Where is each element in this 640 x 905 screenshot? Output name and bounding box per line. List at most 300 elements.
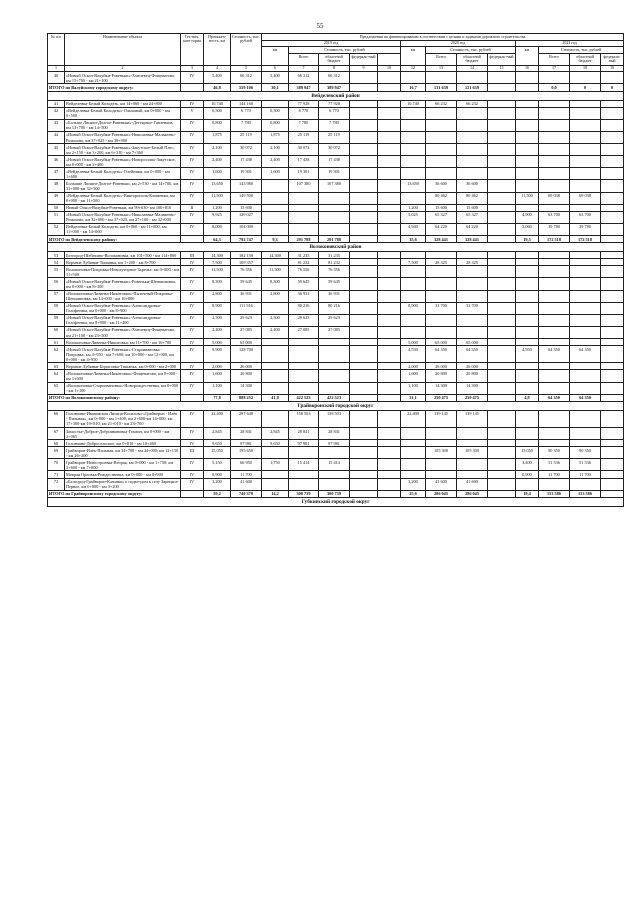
table-cell: 66 232: [426, 100, 457, 107]
table-cell: 77 928: [319, 100, 350, 107]
table-cell: [289, 478, 319, 490]
table-cell: [539, 440, 570, 447]
table-cell: [350, 192, 378, 204]
table-cell: IV: [181, 326, 204, 338]
table-row: [48, 180, 624, 192]
table-cell: [401, 428, 426, 440]
total-cell: 9,3: [262, 236, 289, 243]
table-cell: 20 800: [426, 370, 457, 382]
table-cell: 2,000: [401, 363, 426, 370]
table-cell: 64 350: [426, 346, 457, 363]
table-cell: [516, 204, 539, 211]
table-row: [48, 119, 624, 131]
table-cell: [350, 478, 378, 490]
table-cell: [601, 314, 624, 326]
table-cell: 25 119: [289, 131, 319, 143]
total-cell: 35,6: [401, 236, 426, 243]
table-cell: [378, 107, 401, 119]
table-cell: [516, 180, 539, 192]
table-cell: [570, 440, 601, 447]
table-cell: IV: [181, 370, 204, 382]
table-cell: [378, 168, 401, 180]
table-cell: 297 648: [231, 410, 262, 427]
total-cell: 250 475: [426, 394, 457, 401]
table-cell: [601, 119, 624, 131]
object-name: Белгород-Шебекино-Волоконовка, км 101+500 - км 114+800: [65, 252, 181, 259]
table-cell: [350, 428, 378, 440]
table-cell: [378, 211, 401, 223]
table-cell: 7 780: [319, 119, 350, 131]
table-cell: [319, 363, 350, 370]
table-cell: [601, 471, 624, 478]
table-cell: 6 770: [231, 107, 262, 119]
table-cell: [378, 278, 401, 290]
table-cell: [378, 459, 401, 471]
table-cell: 14 300: [426, 382, 457, 394]
table-cell: [539, 382, 570, 394]
total-cell: [350, 394, 378, 401]
table-cell: [378, 370, 401, 382]
total-cell: [378, 394, 401, 401]
table-cell: [539, 131, 570, 143]
table-cell: [601, 339, 624, 346]
table-cell: 28 325: [457, 259, 488, 266]
table-cell: 66 950: [231, 459, 262, 471]
object-name: Большие Липяги-Долгое-Ровеньки, км 2+530 - км 14+700, км 31+000-км 32+500: [65, 180, 181, 192]
table-cell: [289, 382, 319, 394]
total-row: [48, 236, 624, 243]
table-cell: [378, 100, 401, 107]
table-cell: II: [181, 204, 204, 211]
table-cell: 20 800: [231, 370, 262, 382]
total-cell: 4,9: [516, 394, 539, 401]
table-cell: [457, 459, 488, 471]
table-cell: [378, 339, 401, 346]
table-cell: [570, 100, 601, 107]
page-number: 55: [316, 22, 324, 30]
table-cell: [601, 290, 624, 302]
table-cell: [378, 290, 401, 302]
table-cell: 1,600: [401, 370, 426, 382]
table-cell: 64 350: [539, 346, 570, 363]
table-cell: 128 700: [231, 346, 262, 363]
table-cell: 29 623: [289, 314, 319, 326]
table-cell: IV: [181, 131, 204, 143]
total-cell: 19,4: [516, 490, 539, 497]
table-cell: [262, 192, 289, 204]
table-cell: 2,400: [262, 156, 289, 168]
table-cell: 5,000: [204, 339, 231, 346]
table-cell: [378, 346, 401, 363]
table-cell: IV: [181, 180, 204, 192]
header-cost-2019: Стоимость, тыс. рублей: [289, 47, 401, 54]
row-number: 67: [48, 428, 65, 440]
table-cell: 0,800: [204, 119, 231, 131]
table-cell: [401, 440, 426, 447]
table-cell: [401, 119, 426, 131]
table-cell: [378, 119, 401, 131]
table-cell: [539, 302, 570, 314]
total-cell: 286 045: [426, 490, 457, 497]
table-cell: [570, 370, 601, 382]
table-cell: 7 780: [289, 119, 319, 131]
table-cell: [378, 259, 401, 266]
object-name: Вейделевка-Белый Колодезь, км 0+060 - км 11+000, км 11+000 - км 14+060: [65, 223, 181, 235]
total-cell: [488, 394, 516, 401]
table-cell: [401, 107, 426, 119]
table-cell: [488, 259, 516, 266]
table-cell: 65 000: [457, 339, 488, 346]
table-cell: [601, 156, 624, 168]
table-cell: [378, 428, 401, 440]
table-cell: [262, 382, 289, 394]
table-cell: [601, 278, 624, 290]
table-cell: IV: [181, 290, 204, 302]
table-cell: [401, 144, 426, 156]
table-cell: [426, 119, 457, 131]
table-cell: [289, 370, 319, 382]
table-cell: 66 312: [319, 72, 350, 84]
table-cell: 19 301: [319, 168, 350, 180]
header-km-2019: км: [262, 47, 289, 65]
table-cell: [457, 326, 488, 338]
section-header-row: [48, 243, 624, 252]
table-cell: [350, 314, 378, 326]
table-cell: [601, 204, 624, 211]
table-cell: 29 623: [319, 314, 350, 326]
table-cell: 2,800: [204, 290, 231, 302]
table-cell: [262, 447, 289, 459]
table-cell: [262, 471, 289, 478]
object-name: Головчино-Ивановская Лисица-Косилово-«Грайворон - Илёк - Пильная», км 0+000 - км 1+400; км 2+600-км 14+000, км 17+300-км 19+810, км 21+010 - км 23+700: [65, 410, 181, 427]
row-number: 72: [48, 478, 65, 490]
table-cell: [319, 339, 350, 346]
row-number: 53: [48, 252, 65, 259]
section-header-row: [48, 91, 624, 100]
table-cell: [539, 144, 570, 156]
table-cell: [570, 259, 601, 266]
table-cell: 65 327: [457, 211, 488, 223]
table-cell: 2,100: [204, 144, 231, 156]
table-cell: [516, 144, 539, 156]
header-length: Протяжен-ность, км: [204, 34, 231, 66]
table-row: [48, 204, 624, 211]
table-cell: 31 700: [426, 302, 457, 314]
header-cost: Стоимость, тыс. рублей: [231, 34, 262, 66]
header-regional-2019: областной бюджет: [319, 54, 350, 65]
table-row: [48, 370, 624, 382]
table-cell: 107 380: [289, 180, 319, 192]
table-cell: 17 438: [231, 156, 262, 168]
table-cell: [570, 72, 601, 84]
table-cell: 6 770: [289, 107, 319, 119]
table-cell: [570, 180, 601, 192]
total-cell: 64 350: [570, 394, 601, 401]
row-number: 61: [48, 339, 65, 346]
table-cell: 14,300: [262, 252, 289, 259]
table-cell: IV: [181, 478, 204, 490]
table-cell: [319, 471, 350, 478]
table-cell: IV: [181, 459, 204, 471]
total-cell: 59,2: [204, 490, 231, 497]
total-cell: [181, 490, 204, 497]
table-cell: [350, 204, 378, 211]
table-cell: [516, 440, 539, 447]
table-row: [48, 192, 624, 204]
object-name: «Волоконовка-Староивановка»-Новорождественка, км 0+000 - км 1+100: [65, 382, 181, 394]
table-cell: 2,400: [204, 156, 231, 168]
table-cell: 15,050: [516, 447, 539, 459]
table-cell: [401, 266, 426, 278]
table-cell: [262, 223, 289, 235]
table-cell: 15 600: [231, 204, 262, 211]
column-number: 18: [570, 65, 601, 72]
table-row: [48, 168, 624, 180]
table-cell: 9,650: [262, 440, 289, 447]
table-cell: [378, 180, 401, 192]
total-cell: 30,1: [262, 84, 289, 91]
table-cell: 97 981: [231, 440, 262, 447]
total-cell: 328 441: [457, 236, 488, 243]
table-cell: [516, 107, 539, 119]
table-cell: 39 780: [570, 223, 601, 235]
table-cell: [601, 144, 624, 156]
table-cell: [319, 370, 350, 382]
table-cell: [539, 478, 570, 490]
table-cell: [539, 266, 570, 278]
total-cell: 153 586: [539, 490, 570, 497]
table-cell: [401, 314, 426, 326]
table-cell: 14,300: [204, 252, 231, 259]
table-cell: [319, 346, 350, 363]
total-cell: 0: [601, 84, 624, 91]
table-cell: [401, 326, 426, 338]
table-cell: [378, 131, 401, 143]
table-cell: [601, 72, 624, 84]
row-number: 41: [48, 100, 65, 107]
table-cell: [516, 382, 539, 394]
table-cell: [262, 478, 289, 490]
table-row: [48, 156, 624, 168]
table-cell: 1,600: [262, 168, 289, 180]
total-cell: 300 739: [289, 490, 319, 497]
table-row: [48, 363, 624, 370]
total-label: ИТОГО по Грайворонскому городскому округу:: [48, 490, 181, 497]
table-cell: 59 645: [231, 278, 262, 290]
table-cell: [488, 471, 516, 478]
table-cell: 10,740: [401, 100, 426, 107]
table-cell: 7,500: [204, 259, 231, 266]
table-cell: [516, 302, 539, 314]
total-cell: 0,0: [539, 84, 570, 91]
table-cell: 11,500: [204, 266, 231, 278]
table-cell: [350, 471, 378, 478]
table-cell: [488, 168, 516, 180]
table-row: [48, 131, 624, 143]
table-cell: 2,400: [204, 326, 231, 338]
table-cell: 26 000: [457, 363, 488, 370]
column-number: 16: [516, 65, 539, 72]
road-financing-table: [47, 33, 624, 507]
table-cell: 80 462: [457, 192, 488, 204]
table-cell: [539, 259, 570, 266]
table-cell: [570, 168, 601, 180]
table-cell: 26 000: [426, 363, 457, 370]
table-cell: [488, 131, 516, 143]
header-category: Тех-нич. кате-гория: [181, 34, 204, 66]
table-cell: [488, 370, 516, 382]
table-cell: [539, 290, 570, 302]
table-cell: [289, 211, 319, 223]
total-cell: 422 523: [289, 394, 319, 401]
table-cell: [570, 278, 601, 290]
object-name: «Новый Оскол-Валуйки-Ровеньки»-Александровка-Голофеевка, км 8+900 - км 11+400: [65, 314, 181, 326]
table-cell: 158 503: [319, 410, 350, 427]
table-cell: 27 085: [319, 326, 350, 338]
table-cell: [378, 440, 401, 447]
table-cell: [350, 346, 378, 363]
table-cell: [401, 168, 426, 180]
total-cell: 131 639: [426, 84, 457, 91]
table-cell: 4,950: [516, 346, 539, 363]
total-cell: 792 747: [231, 236, 262, 243]
table-cell: [426, 278, 457, 290]
table-row: [48, 302, 624, 314]
table-cell: [457, 471, 488, 478]
table-cell: [289, 447, 319, 459]
section-header-row: [48, 497, 624, 506]
table-cell: [488, 459, 516, 471]
table-cell: IV: [181, 144, 204, 156]
total-cell: [378, 236, 401, 243]
table-cell: 1,875: [204, 131, 231, 143]
total-cell: 46,8: [204, 84, 231, 91]
table-cell: [516, 119, 539, 131]
table-cell: [350, 168, 378, 180]
table-cell: 17 438: [319, 156, 350, 168]
table-cell: [539, 119, 570, 131]
table-cell: [319, 211, 350, 223]
row-number: 62: [48, 346, 65, 363]
table-cell: [516, 428, 539, 440]
table-cell: 4,940: [401, 223, 426, 235]
table-row: [48, 447, 624, 459]
object-name: Новый Оскол-Валуйки-Ровеньки, км 99+630- км 100+810: [65, 204, 181, 211]
total-cell: 153 586: [570, 490, 601, 497]
table-cell: [401, 471, 426, 478]
table-cell: [289, 223, 319, 235]
table-cell: [378, 266, 401, 278]
table-cell: 2,845: [262, 428, 289, 440]
table-cell: [488, 428, 516, 440]
total-row: [48, 394, 624, 401]
column-number: 1: [48, 65, 65, 72]
table-cell: [570, 131, 601, 143]
table-cell: [488, 382, 516, 394]
table-cell: [350, 266, 378, 278]
column-number: 19: [601, 65, 624, 72]
header-no: № п/п: [48, 34, 65, 66]
table-cell: [457, 156, 488, 168]
table-cell: [262, 211, 289, 223]
row-number: 57: [48, 290, 65, 302]
table-cell: 28 841: [289, 428, 319, 440]
table-cell: [516, 339, 539, 346]
total-cell: 16,7: [401, 84, 426, 91]
row-number: 48: [48, 180, 65, 192]
object-name: Грайворон-Новостроевка-Вторая, км 0+000 - км 1+750; км 3+600 - км 7+000: [65, 459, 181, 471]
object-name: «Вейделевка-Белый Колодезь»-Викторополь-Клименки, км 0+000 - км 11+500: [65, 192, 181, 204]
section-title: Губкинский городской округ: [48, 497, 624, 506]
table-cell: 4,900: [516, 211, 539, 223]
table-cell: [570, 144, 601, 156]
table-cell: 11,500: [516, 192, 539, 204]
table-cell: 28 841: [319, 428, 350, 440]
total-row: [48, 84, 624, 91]
table-cell: IV: [181, 440, 204, 447]
table-cell: [516, 100, 539, 107]
row-number: 66: [48, 410, 65, 427]
table-cell: 15 600: [426, 204, 457, 211]
table-cell: [457, 72, 488, 84]
table-cell: [488, 440, 516, 447]
row-number: 58: [48, 302, 65, 314]
table-cell: 17 438: [289, 156, 319, 168]
row-number: 51: [48, 211, 65, 223]
table-cell: [488, 119, 516, 131]
table-row: [48, 72, 624, 84]
table-cell: 65 000: [426, 339, 457, 346]
total-cell: 19,5: [516, 236, 539, 243]
table-cell: 5,150: [204, 459, 231, 471]
table-cell: [350, 326, 378, 338]
table-cell: 63 700: [570, 211, 601, 223]
table-cell: [570, 410, 601, 427]
table-cell: 1,100: [401, 382, 426, 394]
table-cell: 11 700: [231, 471, 262, 478]
table-cell: [457, 278, 488, 290]
table-row: [48, 252, 624, 259]
table-row: [48, 211, 624, 223]
table-cell: 36 931: [231, 290, 262, 302]
table-cell: 1,600: [204, 168, 231, 180]
column-number: 7: [289, 65, 319, 72]
table-cell: [516, 410, 539, 427]
table-row: [48, 290, 624, 302]
table-cell: IV: [181, 266, 204, 278]
table-cell: 8,900: [401, 302, 426, 314]
table-cell: 139 145: [457, 410, 488, 427]
table-cell: IV: [181, 428, 204, 440]
table-header: [48, 34, 624, 66]
header-total-2021: Всего: [539, 54, 570, 65]
table-cell: [488, 326, 516, 338]
table-cell: [262, 370, 289, 382]
table-cell: V: [181, 107, 204, 119]
table-cell: IV: [181, 382, 204, 394]
table-cell: 97 981: [289, 440, 319, 447]
table-cell: [262, 346, 289, 363]
table-cell: [262, 302, 289, 314]
table-cell: [601, 168, 624, 180]
table-cell: [401, 156, 426, 168]
row-number: 65: [48, 382, 65, 394]
table-cell: 0,500: [262, 107, 289, 119]
object-name: «Волоконовка-Ливенка-Никитовка»-Фощеватово, км 0+000 - км 1+600: [65, 370, 181, 382]
table-cell: 109 357: [231, 259, 262, 266]
table-cell: 22,400: [401, 410, 426, 427]
table-cell: 64 220: [457, 223, 488, 235]
